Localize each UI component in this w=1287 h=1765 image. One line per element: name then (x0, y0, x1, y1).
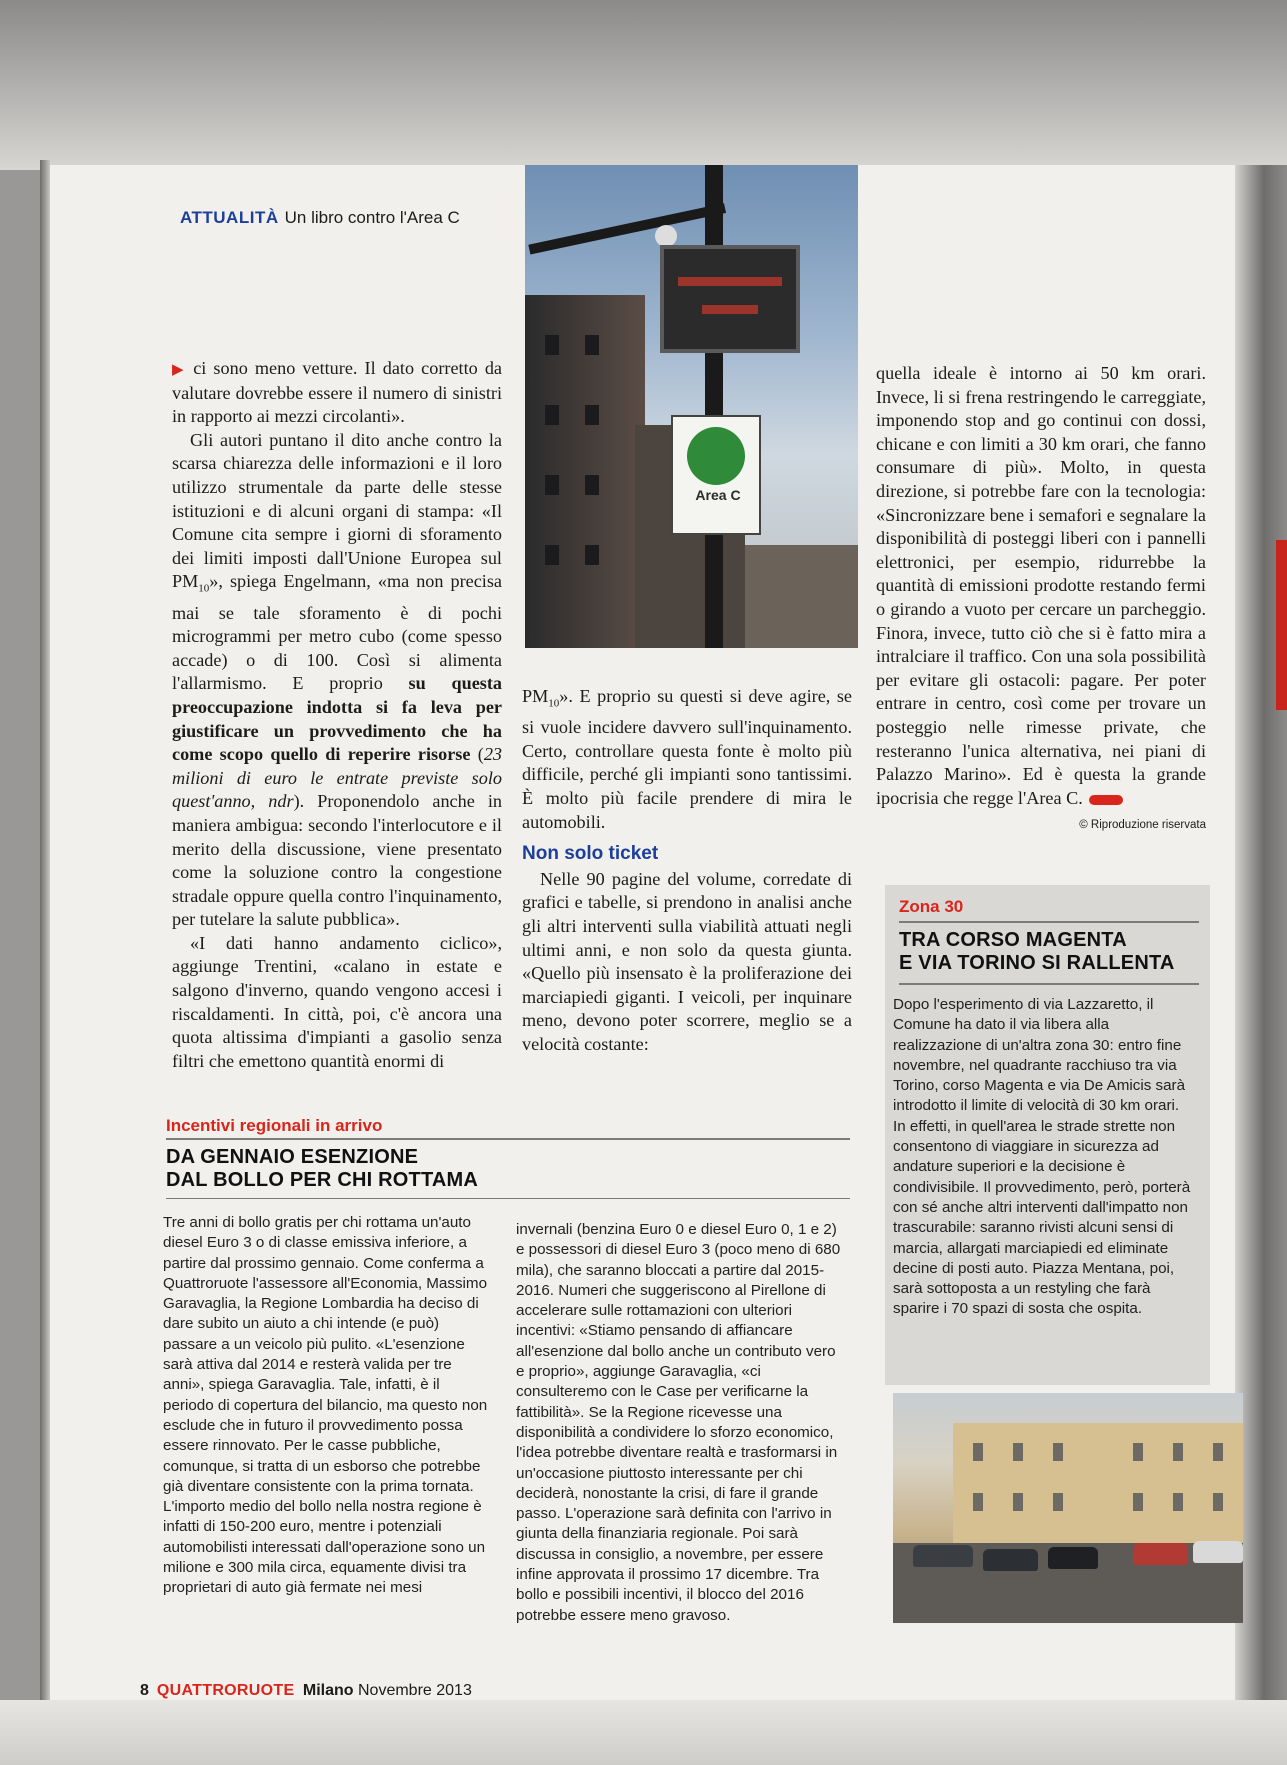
scan-background-top (0, 0, 1287, 170)
photo-window (585, 335, 599, 355)
sidebar-rule (899, 921, 1199, 923)
photo-car (1133, 1543, 1188, 1565)
area-c-sign-label: Area C (695, 487, 741, 503)
sidebar-zona-30 (885, 885, 1210, 1385)
article-paragraph: Gli autori puntano il dito anche contro la scarsa chiarezza delle informazioni e il loro utilizzo strumentale da parte delle stesse istituzioni e di alcuni organi di stampa: «Il Comune cita sempre i giorni di sforamento dei limiti imposti dall'Unione Europea sul $PM_{10}$», spiega Engelmann, «ma non precisa mai se tale sforamento è di pochi microgrammi per metro cubo (come spesso accade) o di 100. Così si alimenta l'allarmismo. E proprio su questa preoccupazione indotta si fa leva per giustificare un provvedimento che ha come scopo quello di reperire risorse (23 milioni di euro le entrate previste solo quest'anno, ndr). Proponendolo anche in maniera ambigua: secondo l'interlocutore e il merito della discussione, viene presentato come la soluzione contro la congestione stradale oppure quella contro l'inquinamento, per tutelare la salute pubblica». (172, 429, 503, 930)
edition-city: Milano (302, 1682, 354, 1699)
area-c-map-icon (687, 427, 745, 485)
photo-window (1213, 1493, 1223, 1511)
next-page-red-strip (1276, 540, 1287, 710)
article-paragraph: $PM_{10}$». E proprio su questi si deve agire, se si vuole incidere davvero sull'inquinamento. Certo, controllare questa fonte è molto più difficile, perché gli impianti sono tantissimi. È molto più facile prendere di mira le automobili. (522, 686, 852, 832)
photo-window (1013, 1493, 1023, 1511)
photo-window (1013, 1443, 1023, 1461)
photo-pole (705, 165, 723, 648)
copyright-notice: © Riproduzione riservata (1079, 819, 1206, 832)
photo-palazzo (953, 1423, 1243, 1543)
article-column-3 (876, 362, 1206, 838)
section-subtitle: Un libro contro l'Area C (284, 208, 460, 227)
photo-window (545, 475, 559, 495)
scan-background-bottom (0, 1700, 1287, 1765)
sidebar-title: DA GENNAIO ESENZIONE DAL BOLLO PER CHI ROTTAMA (166, 1146, 479, 1191)
article-column-2 (522, 685, 852, 1057)
article-subheading: Non solo ticket (522, 843, 659, 865)
photo-car (913, 1545, 973, 1567)
magazine-brand: QUATTRORUOTE (156, 1682, 295, 1699)
sidebar-bollo-column-2: invernali (benzina Euro 0 e diesel Euro 0, 1 e 2) e possessori di diesel Euro 3 (poco meno di 680 mila), che saranno bloccati a partire dal 2015-2016. Numeri che suggeriscono al Pirellone di accelerare sulle rottamazioni con ulteriori incentivi: «Stiamo pensando di affiancare all'esenzione dal bollo anche un contributo vero e proprio», aggiunge Garavaglia, «ci consulteremo con le Case per verificarne la fattibilità». Se la Regione ricevesse una disponibilità a condividere lo sforzo economico, l'idea potrebbe diventare realtà e trasformarsi in un'occasione piuttosto interessante per chi deciderà, nonostante la crisi, di fare il grande passo. L'operazione sarà definita con l'arrivo in giunta della finanziaria regionale. Poi sarà discussa in consiglio, a novembre, per essere infine approvata il prossimo 17 dicembre. Tra bollo e possibili incentivi, il blocco del 2016 potrebbe essere meno gravoso. (516, 1221, 841, 1624)
photo-window (1053, 1443, 1063, 1461)
photo-window (1133, 1443, 1143, 1461)
section-name: ATTUALITÀ (180, 208, 279, 227)
led-text-line (702, 305, 758, 314)
page-edge-left (40, 160, 50, 1720)
photo-building-left (525, 295, 645, 648)
sidebar-rule (166, 1138, 850, 1140)
sidebar-rule (166, 1198, 850, 1199)
article-end-mark-icon (1089, 795, 1123, 805)
issue-date: Novembre 2013 (358, 1682, 472, 1699)
photo-window (1173, 1493, 1183, 1511)
photo-window (585, 545, 599, 565)
photo-window (1173, 1443, 1183, 1461)
photo-car (983, 1549, 1038, 1571)
sidebar-title: TRA CORSO MAGENTA E VIA TORINO SI RALLENTA (899, 929, 1175, 974)
area-c-sign (671, 415, 761, 535)
photo-window (973, 1443, 983, 1461)
camera-icon (655, 225, 677, 247)
editor-note: 23 milioni di euro le entrate previste solo quest'anno, ndr (172, 744, 502, 812)
photo-car (1193, 1541, 1243, 1563)
article-paragraph: ▶ ci sono meno vetture. Il dato corretto da valutare dovrebbe essere il numero di sinistri in rapporto ai mezzi circolanti». (172, 358, 502, 427)
sidebar-rule (899, 983, 1199, 985)
article-paragraph: «I dati hanno andamento ciclico», aggiunge Trentini, «calano in estate e salgono d'inverno, quando vengono accesi i riscaldamenti. In città, poi, c'è ancora una quota altissima d'impianti a gasolio senza filtri che emettono quantità enormi di (172, 932, 502, 1071)
sidebar-bollo-column-1: Tre anni di bollo gratis per chi rottama un'auto diesel Euro 3 o di classe emissiva inferiore, a partire dal prossimo gennaio. Come conferma a Quattroruote l'assessore all'Economia, Massimo Garavaglia, la Regione Lombardia ha deciso di dare subito un aiuto a chi intende (e può) passare a un veicolo più pulito. «L'esenzione sarà attiva dal 2014 e resterà valida per tre anni», spiega Garavaglia. Tale, infatti, è il periodo di copertura del bilancio, ma questo non esclude che in futuro il provvedimento possa essere rinnovato. Per le casse pubbliche, comunque, si tratta di un esborso che potrebbe già diventare consistente con la prima tornata. L'importo medio del bollo nella nostra regione è infatti di 150-200 euro, mentre i potenziali automobilisti interessati dall'operazione sono un milione e 300 mila circa, equamente divisi tra proprietari di auto già fermate nei mesi (163, 1214, 488, 1597)
page-footer (140, 1682, 472, 1700)
led-text-line (678, 277, 782, 286)
continuation-arrow-icon: ▶ (172, 360, 187, 378)
article-column-1 (172, 357, 502, 1073)
section-header (180, 208, 460, 228)
photo-building-right (745, 545, 858, 648)
area-c-sign-photo (525, 165, 858, 648)
sidebar-tag: Zona 30 (899, 897, 964, 916)
article-paragraph: quella ideale è intorno ai 50 km orari. Invece, li si frena restringendo le carreggiate, imponendo stop and go continui con dossi, chicane e con limiti a 30 km orari, che fanno consumare di più». Molto, in questa direzione, si potrebbe fare con la tecnologia: «Sincronizzare bene i semafori e segnalare la disponibilità di posteggi liberi con i pannelli elettronici, per esempio, ridurrebbe la quantità di emissioni prodotte restando fermi o girando a vuoto per cercare un parcheggio. Finora, invece, tutto ciò che si è fatto mira a intralciare il traffico. Con una sola possibilità per evitare gli ostacoli: pagare. Per poter entrare in centro, così come per trovare un posteggio nelle rimesse private, che resteranno l'unica alternativa, nei piani di Palazzo Marino». Ed è questa la grande ipocrisia che regge l'Area C. (876, 363, 1206, 808)
photo-window (545, 545, 559, 565)
article-paragraph: Nelle 90 pagine del volume, corredate di grafici e tabelle, si prendono in analisi anche gli altri interventi sulla viabilità attuati negli ultimi anni, e non solo da questa giunta. «Quello più insensato è la proliferazione dei marciapiedi giganti. I veicoli, per inquinare meno, devono poter scorrere, meglio se a velocità costante: (522, 868, 852, 1054)
photo-window (585, 405, 599, 425)
photo-window (1053, 1493, 1063, 1511)
photo-window (585, 475, 599, 495)
photo-window (973, 1493, 983, 1511)
photo-car (1048, 1547, 1098, 1569)
photo-window (545, 335, 559, 355)
photo-window (545, 405, 559, 425)
photo-window (1213, 1443, 1223, 1461)
piazza-mentana-photo (893, 1393, 1243, 1623)
bold-emphasis: su questa preoccupazione indotta si fa leva per giustificare un provvedimento che ha come scopo quello di reperire risorse (172, 673, 502, 765)
photo-led-display (660, 245, 800, 353)
sidebar-body: Dopo l'esperimento di via Lazzaretto, il Comune ha dato il via libera alla realizzazione di un'altra zona 30: entro fine novembre, nel quadrante racchiuso tra via Torino, corso Magenta e via De Amicis sarà introdotto il limite di velocità di 30 km orari. In effetti, in quell'area le strade strette non consentono di viaggiare in sicurezza ad andature superiori e la decisione è condivisibile. Il provvedimento, però, porterà con sé anche altri interventi dall'impatto non trascurabile: saranno rivisti alcuni sensi di marcia, allargati marciapiedi ed eliminate decine di posti auto. Piazza Mentana, poi, sarà sottoposta a un restyling che farà sparire i 70 spazi di sosta che ospita. (893, 996, 1191, 1318)
photo-window (1133, 1493, 1143, 1511)
sidebar-bollo (166, 1116, 850, 1199)
sidebar-tag: Incentivi regionali in arrivo (166, 1116, 383, 1135)
page-number: 8 (140, 1682, 149, 1699)
